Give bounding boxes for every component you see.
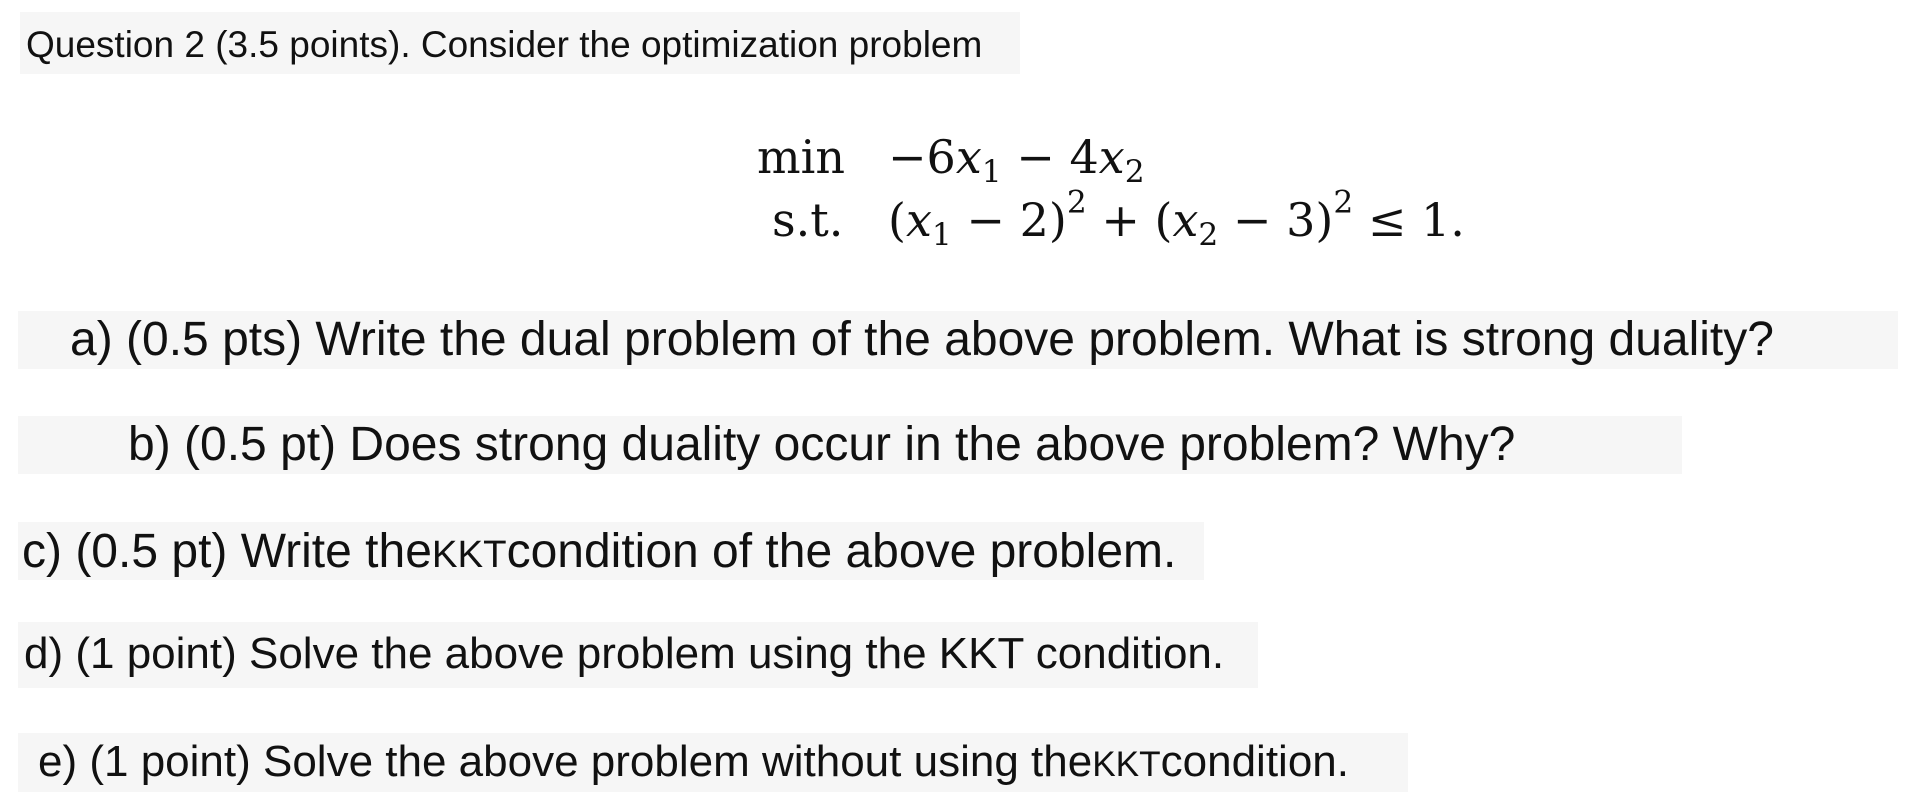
part-e-kkt: KKT xyxy=(1092,745,1161,784)
part-d-text: d) (1 point) Solve the above problem using the KKT condition. xyxy=(24,629,1225,678)
objective-operator: min xyxy=(757,130,845,184)
part-a xyxy=(18,311,1898,369)
question-title-text: Question 2 (3.5 points). Consider the optimization problem xyxy=(26,24,983,65)
objective-expression: $-6x_1 - 4x_2$ xyxy=(888,130,1145,190)
part-c-text-before: c) (0.5 pt) Write the xyxy=(22,525,432,578)
part-c-kkt: KKT xyxy=(431,533,507,576)
question-title xyxy=(20,12,1020,74)
constraint-operator: s.t. xyxy=(772,193,844,247)
constraint-expression: $(x_1 - 2)^2 + (x_2 - 3)^2 \le 1$. xyxy=(888,184,1465,253)
part-e-text-before: e) (1 point) Solve the above problem without using the xyxy=(38,737,1093,786)
part-b-text: b) (0.5 pt) Does strong duality occur in the above problem? Why? xyxy=(128,418,1516,471)
part-d xyxy=(18,622,1258,688)
part-c xyxy=(18,522,1204,580)
part-b xyxy=(18,416,1682,474)
part-e-text-after: condition. xyxy=(1160,737,1349,786)
part-e xyxy=(18,733,1408,792)
part-a-text: a) (0.5 pts) Write the dual problem of the above problem. What is strong duality? xyxy=(70,313,1774,366)
part-c-text-after: condition of the above problem. xyxy=(506,525,1177,578)
